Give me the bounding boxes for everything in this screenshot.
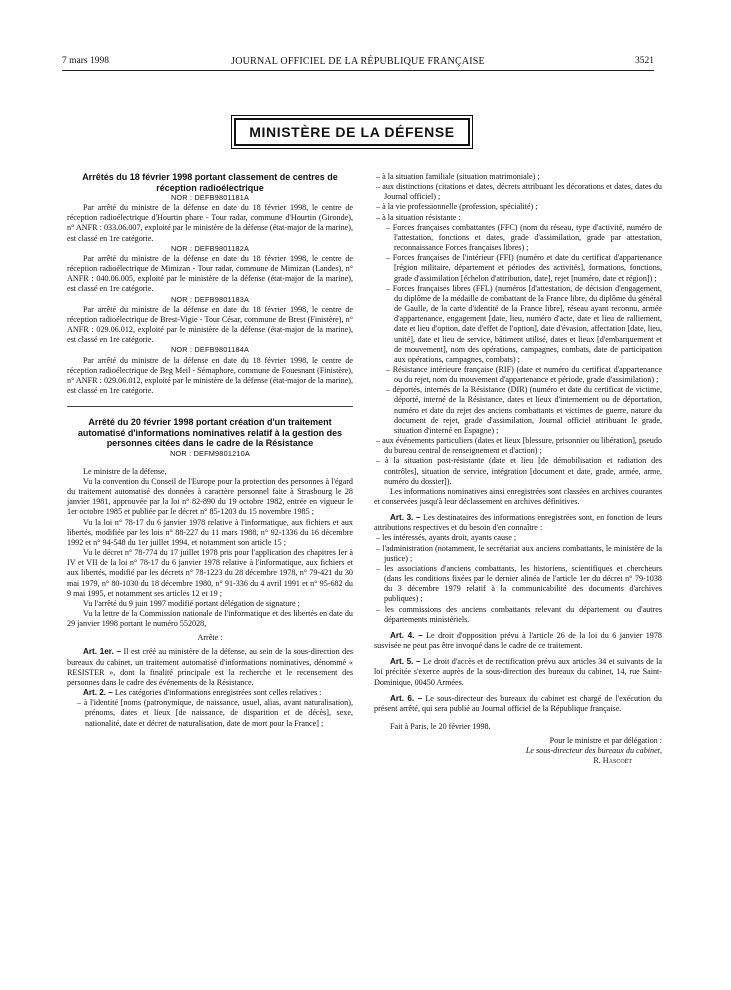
article-text: Il est créé au ministère de la défense, au sein de la sous-direction des bureaux du cabinet, un traitement automatisé d'informations nominatives, dénommé « RESISTER », dont la finalité principale est la recherche et le recensement des personnes dans le cadre des événements de la Résistance. [67, 647, 353, 687]
signature-title: Le sous-directeur des bureaux du cabinet, [525, 746, 662, 756]
journal-title: JOURNAL OFFICIEL DE LA RÉPUBLIQUE FRANÇAISE [231, 56, 485, 67]
paragraph: Par arrêté du ministre de la défense en date du 18 février 1998, le centre de réception radioélectrique de Brest-Vigie - Tour César, commune de Brest (Finistère), n° ANFR : 029.06.012, exploité par le ministère de la défense (état-major de la marine), est classé en 1re catégorie. [67, 304, 353, 345]
paragraph: Vu la convention du Conseil de l'Europe pour la protection des personnes à l'égard du traitement automatisé des données à caractère personnel faite à Strasbourg le 28 janvier 1981, approuvée par la loi n° 82-890 du 19 octobre 1982, entrée en vigueur le 1er octobre 1985 et publiée par le décret n° 85-1203 du 15 novembre 1985 ; [67, 476, 353, 517]
list-item: – à l'identité [noms (patronymique, de naissance, usuel, alias, avant naturalisation), prénoms, dates et lieux [de naissance, de disparition et de décès], sexe, nationalité, date et décret de naturalisation, date de mort pour la France] ; [77, 698, 353, 728]
article-4 [374, 631, 662, 651]
paragraph: Par arrêté du ministre de la défense en date du 18 février 1998, le centre de réception radioélectrique d'Hourtin phare - Tour radar, commune d'Hourtin (Gironde), n° ANFR : 033.06.007, exploité par le ministère de la défense (état-major de la marine), est classé en 1re catégorie. [67, 203, 353, 243]
sub-list-item: – Forces françaises combattantes (FFC) (nom du réseau, type d'activité, numéro de l'attestation, fonctions et dates, grade d'assimilation, grade par attestation, reconnaissance Forces françaises libres) ; [386, 222, 662, 253]
list-item: – les intéressés, ayants droit, ayants cause ; [376, 533, 517, 543]
issue-date: 7 mars 1998 [62, 56, 109, 66]
page-header [62, 56, 654, 70]
signature-delegation: Pour le ministre et par délégation : [549, 736, 662, 746]
signature-date: Fait à Paris, le 20 février 1998. [390, 721, 491, 731]
arrete-label: Arrête : [197, 633, 223, 643]
sub-list-item: – Forces françaises libres (FFL) (numéros [d'attestation, de décision d'engagement, du diplôme de la médaille de combattant de la France libre, du diplôme du général de Gaulle, de la carte d'identité de la France libre], réseau ayant reconnu, armée d'appartenance, engagement [date, lieu, numéro d'acte, date et lieu de ralliement, date et lieu d'option, date d'effet de l'option], date d'évasion, affectation [date, lieu, unité], date et lieu de service, bâtiment utilisé, dates et lieux [d'embarquement et de mouvement], nom des opérations, campagnes, combats, date de participation aux opérations, campagnes, combats) ; [386, 283, 662, 364]
sub-list-item: – Résistance intérieure française (RIF) (date et numéro du certificat d'appartenance ou du rejet, nom du mouvement d'appartenance et période, grade d'assimilation) ; [386, 364, 662, 385]
article-text: Le droit d'opposition prévu à l'article 26 de la loi du 6 janvier 1978 susvisée ne peut pas être invoqué dans le cadre de ce traitement. [374, 630, 662, 651]
article-text: Le droit d'accès et de rectification prévu aux articles 34 et suivants de la loi précitée s'exerce auprès de la sous-direction des bureaux du cabinet, 14, rue Saint-Dominique, 00450 Armées. [374, 657, 663, 687]
list-item: – à la vie professionnelle (profession, spécialité) ; [376, 202, 538, 212]
arrete-title-1: Arrêtés du 18 février 1998 portant classement de centres de réception radioélectrique [82, 172, 338, 193]
article-text: Les catégories d'informations enregistrées sont celles relatives : [114, 688, 322, 698]
article-label: Art. 4. – [390, 630, 423, 640]
paragraph: Vu le décret n° 78-774 du 17 juillet 1978 pris pour l'application des chapitres Ier à IV et VII de la loi n° 78-17 du 6 janvier 1978 relative à l'informatique, aux fichiers et aux libertés, modifié par les décrets n° 78-1223 du 28 décembre 1978, n° 79-421 du 30 mai 1979, n° 80-1030 du 18 décembre 1980, n° 91-336 du 4 avril 1991 et n° 95-682 du 9 mai 1995, et notamment ses articles 12 et 19 ; [67, 548, 353, 598]
list-item: – aux distinctions (citations et dates, décrets attribuant les décorations et dates, dates du Journal officiel) ; [376, 182, 662, 202]
arrete-title-2: Arrêté du 20 février 1998 portant création d'un traitement automatisé d'informations nominatives relatif à la gestion des personnes citées dans le cadre de la Résistance [77, 417, 343, 449]
sub-list-item: – Forces françaises de l'intérieur (FFI) (numéro et date du certificat d'appartenance [région militaire, département et périodes des activités], formations, fonctions, grade d'assimilation [échelon d'attribution, date], rejet [numéro, date et région]) ; [386, 253, 662, 283]
signatory-name: R. Hascoët [593, 756, 632, 766]
paragraph: Le ministre de la défense, [83, 466, 167, 476]
ministry-heading: MINISTÈRE DE LA DÉFENSE [234, 118, 470, 146]
header-rule [62, 70, 654, 71]
paragraph: Par arrêté du ministre de la défense en date du 18 février 1998, le centre de réception radioélectrique de Mimizan - Tour radar, commune de Mimizan (Landes), n° ANFR : 040.06.005, exploité par le ministère de la défense (état-major de la marine), est classé en 1re catégorie. [67, 253, 353, 294]
nor-reference: NOR : DEFB9801184A [170, 345, 250, 355]
list-item: – l'administration (notamment, le secrétariat aux anciens combattants, le ministère de la justice) ; [376, 543, 662, 563]
nor-reference: NOR : DEFB9801181A [170, 193, 250, 202]
article-2 [67, 688, 353, 698]
left-column [67, 172, 353, 729]
nor-reference: NOR : DEFB9801182A [170, 243, 250, 253]
article-label: Art. 3. – [390, 513, 421, 523]
list-item: – à la situation familiale (situation matrimoniale) ; [376, 172, 540, 181]
nor-reference: NOR : DEFB9801183A [170, 294, 250, 304]
article-text: Le sous-directeur des bureaux du cabinet est chargé de l'exécution du présent arrêté, qui sera publié au Journal officiel de la République française. [374, 693, 662, 713]
list-item: – à la situation post-résistante (date et lieu [de démobilisation et radiation des contrôles], situation de service, intégration [document et date, grade, armée, arme, numéro du dossier]). [376, 456, 662, 486]
paragraph: Vu l'arrêté du 9 juin 1997 modifié portant délégation de signature ; [83, 598, 300, 608]
article-3 [374, 513, 662, 533]
right-column [374, 172, 662, 767]
article-label: Art. 1er. – [83, 647, 121, 657]
paragraph: Vu la loi n° 78-17 du 6 janvier 1978 relative à l'informatique, aux fichiers et aux libertés, modifiée par les lois n° 88-227 du 11 mars 1988, n° 92-1336 du 16 décembre 1992 et n° 94-548 du 1er juillet 1994, et notamment son article 15 ; [67, 517, 353, 547]
paragraph: Par arrêté du ministre de la défense en date du 18 février 1998, le centre de réception radioélectrique de Beg Meil - Sémaphore, commune de Fouesnant (Finistère), n° ANFR : 029.06.012, exploité par le ministère de la défense (état-major de la marine), est classé en 1re catégorie. [67, 355, 353, 395]
article-5 [374, 657, 662, 687]
list-item: – aux événements particuliers (dates et lieux [blessure, prisonnier ou libération], pseudo du bureau central de renseignement et d'action) ; [376, 436, 662, 456]
article-label: Art. 5. – [390, 657, 421, 667]
article-6 [374, 694, 662, 714]
paragraph: Vu la lettre de la Commission nationale de l'informatique et des libertés en date du 29 janvier 1998 portant le numéro 552028, [67, 608, 353, 629]
article-label: Art. 2. – [83, 688, 113, 698]
nor-reference: NOR : DEFM9801210A [170, 448, 250, 458]
page-number: 3521 [635, 56, 654, 66]
article-label: Art. 6. – [390, 693, 423, 703]
section-divider [67, 406, 353, 407]
list-item: – les associations d'anciens combattants, les historiens, scientifiques et chercheurs (dans les conditions fixées par le dernier alinéa de l'article 1er du décret n° 79-1038 du 3 décembre 1979 relatif à la communicabilité des documents d'archives publiques) ; [376, 563, 662, 604]
sub-list-item: – déportés, internés de la Résistance (DIR) (numéro et date du certificat de victime, déporté, interné de la Résistance, dates et lieux d'internement ou de déportation, numéro et date du rejet des anciens combattants et victimes de guerre, nature du document de rejet, grade d'assimilation, Journal officiel attribuant le grade, situation d'interné en Espagne) ; [386, 385, 662, 435]
list-item: – à la situation résistante : [376, 212, 461, 222]
list-item: – les commissions des anciens combattants relevant du département ou d'autres départements ministériels. [376, 604, 662, 624]
paragraph: Les informations nominatives ainsi enregistrées sont classées en archives courantes et conservées jusqu'à leur déclassement en archives définitives. [374, 486, 662, 506]
article-text: Les destinataires des informations enregistrées sont, en fonction de leurs attributions respectives et du besoin d'en connaître : [374, 513, 663, 533]
article-1 [67, 647, 353, 688]
